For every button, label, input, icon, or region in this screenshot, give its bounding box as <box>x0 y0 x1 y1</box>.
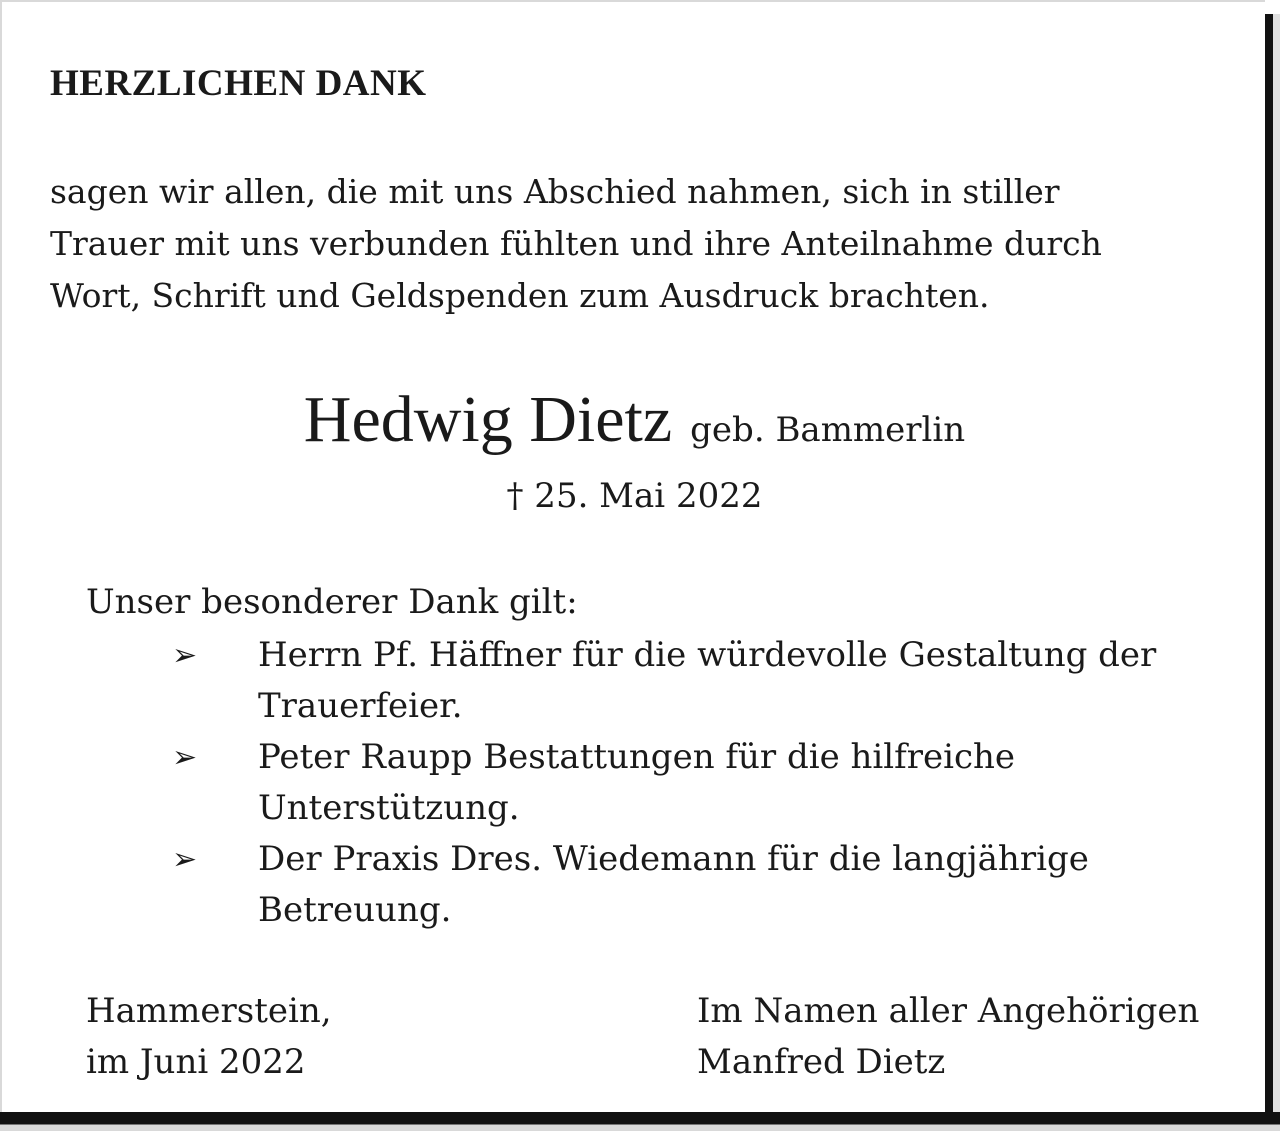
maiden-name: geb. Bammerlin <box>690 410 966 450</box>
place-and-date <box>86 986 332 1088</box>
card-shadow-right <box>1265 14 1280 1131</box>
list-item <box>172 630 1242 732</box>
intro-paragraph <box>50 166 1240 322</box>
deceased-name: Hedwig Dietz <box>303 383 673 456</box>
list-item-text: Unterstützung. <box>258 788 520 828</box>
card-shadow-bottom <box>0 1112 1280 1131</box>
list-item-text: Der Praxis Dres. Wiedemann für die langjährige <box>258 839 1089 879</box>
arrow-bullet-icon: ➢ <box>172 638 198 673</box>
intro-line: Wort, Schrift und Geldspenden zum Ausdruck brachten. <box>50 276 990 315</box>
signature-line: Im Namen aller Angehörigen <box>697 991 1200 1031</box>
death-date: † 25. Mai 2022 <box>506 476 763 516</box>
notice-date: im Juni 2022 <box>86 1042 306 1082</box>
list-item-text: Betreuung. <box>258 890 452 930</box>
arrow-bullet-icon: ➢ <box>172 842 198 877</box>
intro-line: Trauer mit uns verbunden fühlten und ihre Anteilnahme durch <box>50 224 1102 263</box>
list-item-text: Trauerfeier. <box>258 686 463 726</box>
intro-line: sagen wir allen, die mit uns Abschied nahmen, sich in stiller <box>50 172 1060 211</box>
list-item <box>172 834 1242 936</box>
list-item <box>172 732 1242 834</box>
place-name: Hammerstein, <box>86 991 332 1031</box>
signatory-name: Manfred Dietz <box>697 1042 946 1082</box>
signature-block <box>697 986 1199 1088</box>
special-thanks-list <box>172 630 1242 936</box>
arrow-bullet-icon: ➢ <box>172 740 198 775</box>
list-item-text: Herrn Pf. Häffner für die würdevolle Gestaltung der <box>258 635 1157 675</box>
special-thanks-intro: Unser besonderer Dank gilt: <box>86 582 578 622</box>
deceased-name-line <box>2 382 1267 458</box>
list-item-text: Peter Raupp Bestattungen für die hilfreiche <box>258 737 1016 777</box>
notice-heading: HERZLICHEN DANK <box>50 63 427 104</box>
